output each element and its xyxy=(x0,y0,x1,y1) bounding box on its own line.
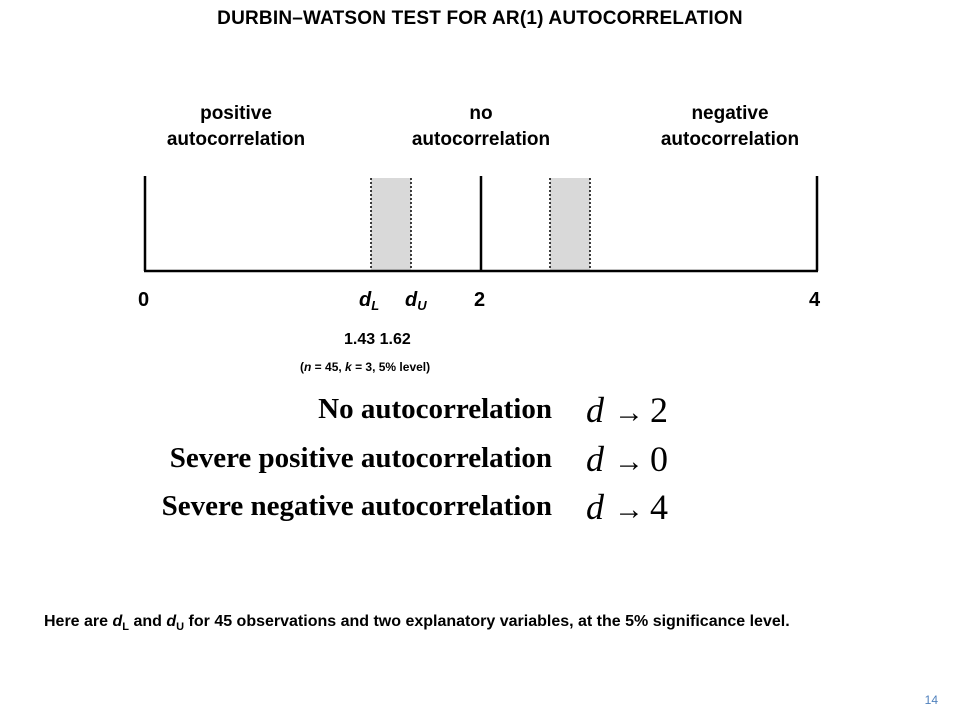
condition-label-positive: Severe positive autocorrelation xyxy=(169,442,552,474)
footer-du-symbol: d xyxy=(166,613,177,630)
condition-label-negative: Severe negative autocorrelation xyxy=(161,490,552,522)
formula-d-symbol: d xyxy=(586,487,604,527)
arrow-icon: → xyxy=(614,396,644,429)
region-label-negative-line2: autocorrelation xyxy=(660,129,800,150)
note-n-value: = 45, xyxy=(311,360,346,374)
formula-d-symbol: d xyxy=(586,390,604,430)
region-label-positive-line1: positive xyxy=(200,103,272,124)
dl-symbol-d: d xyxy=(359,289,372,311)
tick-label-0: 0 xyxy=(138,289,150,311)
note-open: ( xyxy=(300,360,304,374)
dw-scale-diagram xyxy=(0,0,960,300)
formula-target-value: 2 xyxy=(650,390,668,430)
note-k-value: = 3, 5% level) xyxy=(351,360,431,374)
condition-formula-none xyxy=(586,389,668,431)
formula-d-symbol: d xyxy=(586,439,604,479)
dl-symbol-sub: L xyxy=(371,298,380,313)
indeterminate-zone-upper xyxy=(550,178,590,271)
du-value: 1.62 xyxy=(379,331,411,348)
indeterminate-zone-lower xyxy=(371,178,411,271)
region-label-none-line1: no xyxy=(469,103,493,124)
du-symbol xyxy=(405,289,427,313)
arrow-icon: → xyxy=(614,493,644,526)
region-label-none-line2: autocorrelation xyxy=(411,129,551,150)
slide-title: DURBIN–WATSON TEST FOR AR(1) AUTOCORRELATION xyxy=(217,8,743,29)
arrow-icon: → xyxy=(614,445,644,478)
footer-text-pre: Here are xyxy=(44,613,113,630)
formula-target-value: 0 xyxy=(650,439,668,479)
explanation-text xyxy=(44,611,934,638)
footer-text-mid: and xyxy=(129,613,167,630)
footer-du-sub: U xyxy=(176,621,185,634)
dl-value: 1.43 xyxy=(344,331,376,348)
footer-dl-sub: L xyxy=(122,621,130,634)
condition-formula-positive xyxy=(586,438,668,480)
footer-text-post: for 45 observations and two explanatory variables, at the 5% significance level. xyxy=(184,613,790,630)
formula-target-value: 4 xyxy=(650,487,668,527)
du-symbol-sub: U xyxy=(417,298,427,313)
condition-label-none: No autocorrelation xyxy=(318,393,552,425)
region-label-negative-line1: negative xyxy=(691,103,769,124)
footer-dl-symbol: d xyxy=(112,613,123,630)
du-symbol-d: d xyxy=(405,289,418,311)
tick-label-2: 2 xyxy=(474,289,486,311)
critical-values xyxy=(344,331,411,349)
note-n-symbol: n xyxy=(304,360,312,374)
tick-label-4: 4 xyxy=(809,289,821,311)
test-parameters-note xyxy=(300,360,430,374)
note-k-symbol: k xyxy=(345,360,352,374)
dl-symbol xyxy=(359,289,379,313)
region-label-positive-line2: autocorrelation xyxy=(166,129,306,150)
page-number: 14 xyxy=(924,693,938,707)
condition-formula-negative xyxy=(586,486,668,528)
